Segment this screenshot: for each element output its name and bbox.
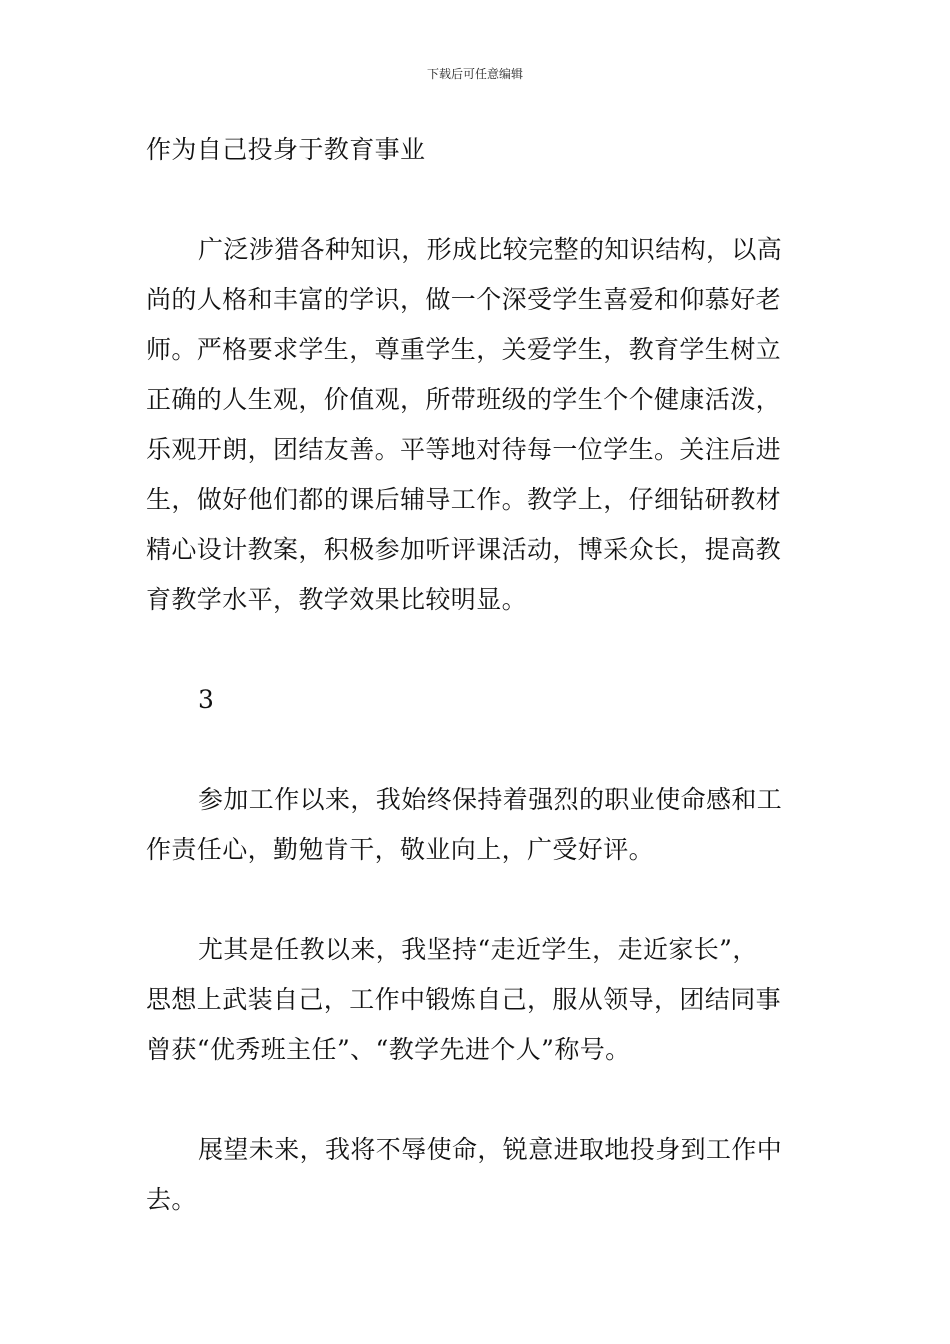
paragraph-5 (146, 1125, 814, 1225)
text-line: 曾获“优秀班主任”、“教学先进个人”称号。 (146, 1035, 631, 1064)
text-line: 展望未来，我将不辱使命，锐意进取地投身到工作中 (198, 1135, 783, 1164)
paragraph-3 (146, 775, 814, 875)
paragraph-4 (146, 925, 814, 1075)
paragraph-1 (146, 125, 814, 175)
text-line: 尤其是任教以来，我坚持“走近学生，走近家长”， (198, 935, 758, 964)
text-line: 去。 (146, 1185, 197, 1214)
text-line: 育教学水平，教学效果比较明显。 (146, 585, 528, 614)
text-line: 乐观开朗，团结友善。平等地对待每一位学生。关注后进 (146, 435, 782, 464)
text-line: 师。严格要求学生，尊重学生，关爱学生，教育学生树立 (146, 335, 782, 364)
text-line: 作为自己投身于教育事业 (146, 135, 426, 164)
text-line: 作责任心，勤勉肯干，敬业向上，广受好评。 (146, 835, 655, 864)
text-line: 精心设计教案，积极参加听评课活动，博采众长，提高教 (146, 535, 782, 564)
text-line: 生，做好他们都的课后辅导工作。教学上，仔细钻研教材 (146, 485, 782, 514)
text-line: 参加工作以来，我始终保持着强烈的职业使命感和工 (198, 785, 783, 814)
text-line: 思想上武装自己，工作中锻炼自己，服从领导，团结同事 (146, 985, 782, 1014)
text-line: 尚的人格和丰富的学识，做一个深受学生喜爱和仰慕好老 (146, 285, 782, 314)
text-line: 正确的人生观，价值观，所带班级的学生个个健康活泼， (146, 385, 782, 414)
text-line: 3 (198, 685, 215, 714)
text-line: 广泛涉猎各种知识，形成比较完整的知识结构，以高 (198, 235, 783, 264)
page-header: 下载后可任意编辑 (426, 67, 523, 81)
paragraph-2 (146, 225, 814, 625)
section-number (146, 675, 814, 725)
